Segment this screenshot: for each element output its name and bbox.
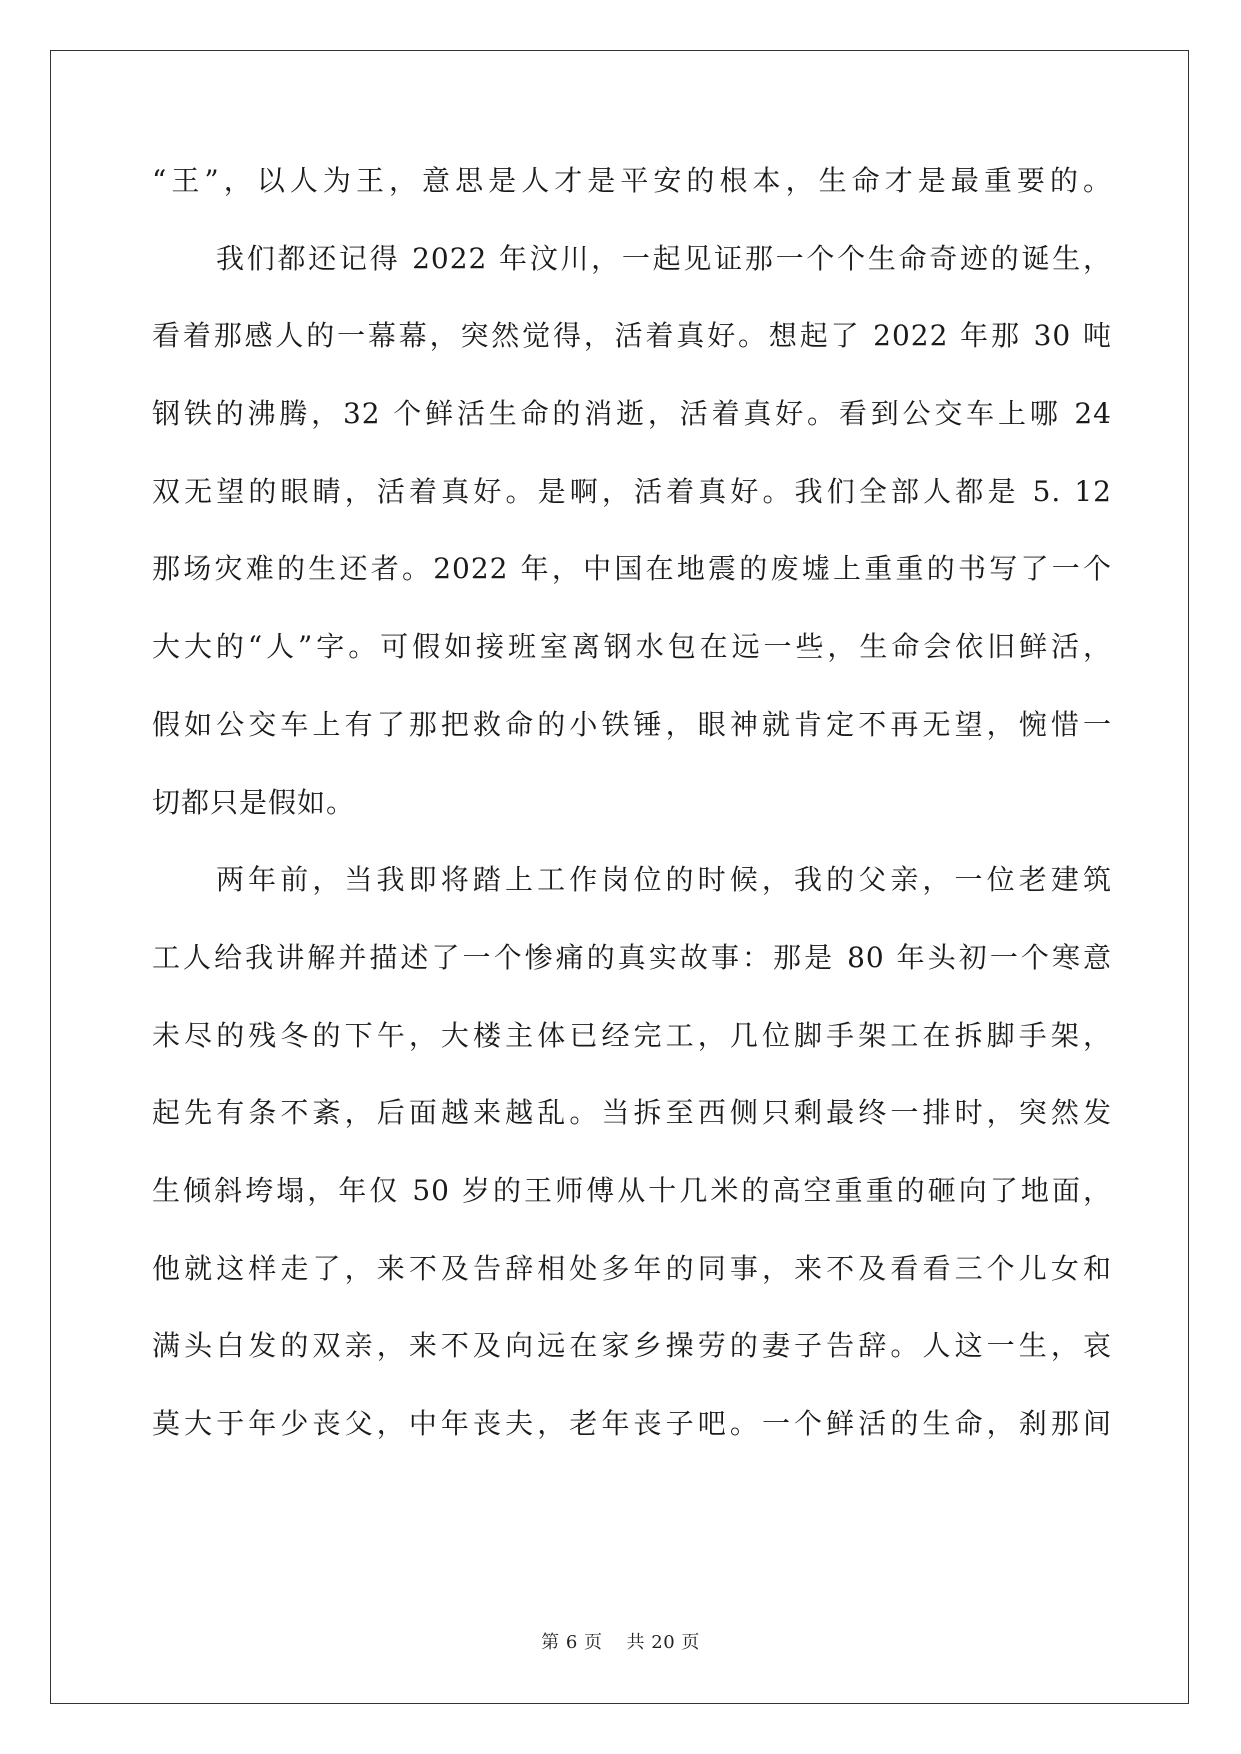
text-line: 钢铁的沸腾，32 个鲜活生命的消逝，活着真好。看到公交车上哪 24: [152, 397, 1112, 431]
text-line: 双无望的眼睛，活着真好。是啊，活着真好。我们全部人都是 5. 12: [152, 474, 1112, 508]
text-line: 莫大于年少丧父，中年丧夫，老年丧子吧。一个鲜活的生命，刹那间: [152, 1407, 1112, 1440]
text-line: 起先有条不紊，后面越来越乱。当拆至西侧只剩最终一排时，突然发: [152, 1096, 1112, 1130]
paragraph-first-line: 我们都还记得 2022 年汶川，一起见证那一个个生命奇迹的诞生，: [216, 241, 1112, 275]
text-line: “王”，以人为王，意思是人才是平安的根本，生命才是最重要的。: [152, 164, 1112, 197]
text-line: 切都只是假如。: [152, 785, 356, 819]
text-line: 他就这样走了，来不及告辞相处多年的同事，来不及看看三个儿女和: [152, 1251, 1112, 1285]
page-footer: [0, 1628, 1241, 1654]
page-number: 第 6 页: [541, 1632, 603, 1653]
text-line: 那场灾难的生还者。2022 年，中国在地震的废墟上重重的书写了一个: [152, 552, 1112, 586]
page-total: 共 20 页: [626, 1632, 700, 1653]
document-body: [152, 161, 1112, 1482]
text-line: 看着那感人的一幕幕，突然觉得，活着真好。想起了 2022 年那 30 吨: [152, 319, 1112, 353]
text-line: 工人给我讲解并描述了一个惨痛的真实故事：那是 80 年头初一个寒意: [152, 940, 1112, 974]
text-line: 未尽的残冬的下午，大楼主体已经完工，几位脚手架工在拆脚手架，: [152, 1018, 1112, 1052]
paragraph-first-line: 两年前，当我即将踏上工作岗位的时候，我的父亲，一位老建筑: [216, 863, 1112, 897]
text-line: 大大的“人”字。可假如接班室离钢水包在远一些，生命会依旧鲜活，: [152, 630, 1112, 664]
text-line: 满头白发的双亲，来不及向远在家乡操劳的妻子告辞。人这一生，哀: [152, 1329, 1112, 1363]
text-line: 生倾斜垮塌，年仅 50 岁的王师傅从十几米的高空重重的砸向了地面，: [152, 1173, 1112, 1207]
text-line: 假如公交车上有了那把救命的小铁锤，眼神就肯定不再无望，惋惜一: [152, 707, 1112, 741]
